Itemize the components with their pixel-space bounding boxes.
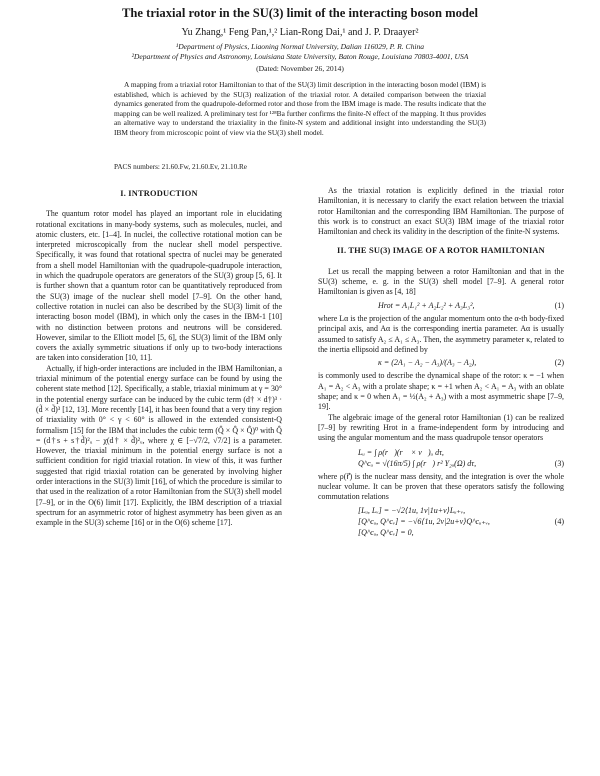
left-column: [36, 186, 282, 529]
paragraph: where Lα is the projection of the angular momentum onto the α-th body-fixed principal axis, and Aα is the corresponding inertia parameter. Aα is usually assumed to satisfy A₂ ≤ A₁ ≤ A₃. Then, the asymmetry parameter κ, related to the inertia ellipsoid and defined by: [318, 313, 564, 354]
author-list: Yu Zhang,¹ Feng Pan,¹,² Lian-Rong Dai,¹ and J. P. Draayer²: [181, 27, 419, 38]
abstract: A mapping from a triaxial rotor Hamiltonian to that of the SU(3) limit description in the interacting boson model (IBM) is established, which is achieved by the SU(3) realization of the triaxial rotor. A detailed comparison between the triaxial dynamics generated from the quadrupole-deformed rotor and those from the IBM image is made. The results indicate that the mapping can be well realized. A preliminary test for ¹²⁸Ba further confirms the finite-N effect of the mapping. It thus provides an alternative way to understand the triaxiality in the finite-N system and additional insight into understanding the SU(3) IBM theory from microscopic point of view via the SU(3) shell model.: [114, 80, 486, 137]
paragraph: Let us recall the mapping between a rotor Hamiltonian and that in the SU(3) scheme, e. g. in the SU(3) shell model [7–9]. A general rotor Hamiltonian is given as [4, 18]: [318, 266, 564, 297]
right-column: [318, 186, 564, 541]
paragraph: The algebraic image of the general rotor Hamiltonian (1) can be realized [7–9] by rewriting Hrot in a frame-independent form by introducing and using the angular momentum and the mass quadrupole tensor operators: [318, 412, 564, 443]
equation-body: Hrot = A₁L₁² + A₂L₂² + A₃L₃²,: [378, 300, 475, 310]
equation-2: [318, 358, 564, 368]
equation-body: [Lᵤ, Lᵥ] = −√2⟨1u, 1v|1u+v⟩Lᵤ₊ᵥ,: [358, 506, 466, 516]
equation-body: [Q^cᵤ, Q^cᵥ] = 0,: [358, 528, 414, 538]
section-heading-introduction: I. INTRODUCTION: [120, 189, 198, 198]
paper-title: The triaxial rotor in the SU(3) limit of the interacting boson model: [122, 6, 478, 20]
affiliation-2: ²Department of Physics and Astronomy, Louisiana State University, Baton Rouge, Louisiana 70803-4001, USA: [131, 52, 469, 61]
pacs-numbers: PACS numbers: 21.60.Fw, 21.60.Ev, 21.10.Re: [114, 163, 247, 171]
equation-number: (3): [554, 458, 564, 468]
date-line: (Dated: November 26, 2014): [256, 64, 344, 73]
equation-1: [318, 301, 564, 311]
equation-body: Lᵤ = ∫ ρ(r⃗)(r⃗ × v⃗)ᵤ dτ,: [358, 447, 444, 457]
equation-body: κ = (2A₁ − A₂ − A₃)/(A₃ − A₂),: [378, 358, 477, 368]
paragraph: The quantum rotor model has played an important role in elucidating rotational excitations in many-body systems, such as molecules, nuclei, and atomic clusters, etc. [1–4]. In nuclei, the collective rotational motion can be interpreted microscopically from the nuclear shell model perspective. Specifically, it was found that rotational spectra of nuclei may be generated from a shell model Hamiltonian with the quadrupole-quadrupole interaction, in which the quadrupole operators are generators of the SU(3) group [5, 6]. It is further shown that a quantum rotor can be quantitatively reproduced from the SU(3) image of the nuclear shell model [7–9]. On the other hand, collective rotation in nuclei can also be described by the SU(3) limit of the interacting boson model (IBM), in which only the cases in the IBM-1 [10] with no distinction between protons and neutrons will be considered. However, similar to the Elliott model [5, 6], the SU(3) limit of the IBM only covers the axially symmetric situations if only up to two-body interactions are taken into consideration [10, 11].: [36, 209, 282, 363]
equation-body: Q^cᵤ = √(16π/5) ∫ ρ(r⃗) r² Y₂ᵤ(Ω) dτ,: [358, 458, 477, 468]
section-heading-su3-image: II. THE SU(3) IMAGE OF A ROTOR HAMILTONIAN: [337, 246, 545, 256]
paragraph: where ρ(r⃗) is the nuclear mass density, and the integration is over the whole nuclear volume. It can be proven that these operators satisfy the following commutation relations: [318, 471, 564, 502]
affiliation-1: ¹Department of Physics, Liaoning Normal University, Dalian 116029, P. R. China: [175, 42, 425, 51]
equation-number: (4): [554, 517, 564, 527]
paragraph: is commonly used to describe the dynamical shape of the rotor: κ = −1 when A₁ = A₂ < A₃ with a prolate shape; κ = +1 when A₂ < A₁ = A₃ with an oblate shape; and κ = 0 when A₁ = ½(A₂ + A₃) with a most asymmetric shape [7–9, 19].: [318, 371, 564, 412]
equation-3: [318, 447, 564, 469]
paragraph: Actually, if high-order interactions are included in the IBM Hamiltonian, a triaxial minimum of the potential energy surface can be found by using the coherent state method [12]. Specifically, a stable, triaxial minimum at γ = 30° in the potential energy surface can be induced by the cubic term (d† × d†)³ · (d̃ × d̃)³ [12, 13]. More recently [14], it has been found that a very tiny region of triaxiality with 0° < γ < 60° is allowed in the extended consistent-Q formalism [15] for the IBM that includes the cubic term (Q̂ × Q̂ × Q̂)⁰ with Q̂ = (d†s + s†d̃)²ᵤ − χ(d† × d̃)²ᵤ, where χ ∈ [−√7/2, √7/2] is a parameter. However, the triaxial minimum in the potential energy surface is not a sufficient condition for rigid triaxial rotation. In view of this, it was further suggested that rigid triaxial rotation can be generated by involving higher order interactions in the SU(3) limit [16], of which the procedure is similar to that used in the realization of a rotor Hamiltonian from the SU(3) shell model [7–9], or in the O(6) limit [17]. Explicitly, the IBM description of a triaxial spectrum for an asymmetric rotor of highest asymmetry has been given as an example in the SU(3) scheme [16] or in the O(6) scheme [17].: [36, 363, 282, 528]
equation-number: (1): [554, 300, 564, 310]
equation-4: [318, 505, 564, 538]
equation-body: [Q^cᵤ, Q^cᵥ] = −√6⟨1u, 2v|2u+v⟩Q^cᵤ₊ᵥ,: [358, 517, 490, 527]
equation-number: (2): [554, 358, 564, 368]
paragraph: As the triaxial rotation is explicitly defined in the triaxial rotor Hamiltonian, it is necessary to clarify the exact relation between the triaxial rotor Hamiltonian and the corresponding IBM Hamiltonian. The purpose of this work is to construct an exact SU(3) IBM image of the triaxial rotor Hamiltonian and check its validity in the description of the finite-N systems.: [318, 186, 564, 237]
